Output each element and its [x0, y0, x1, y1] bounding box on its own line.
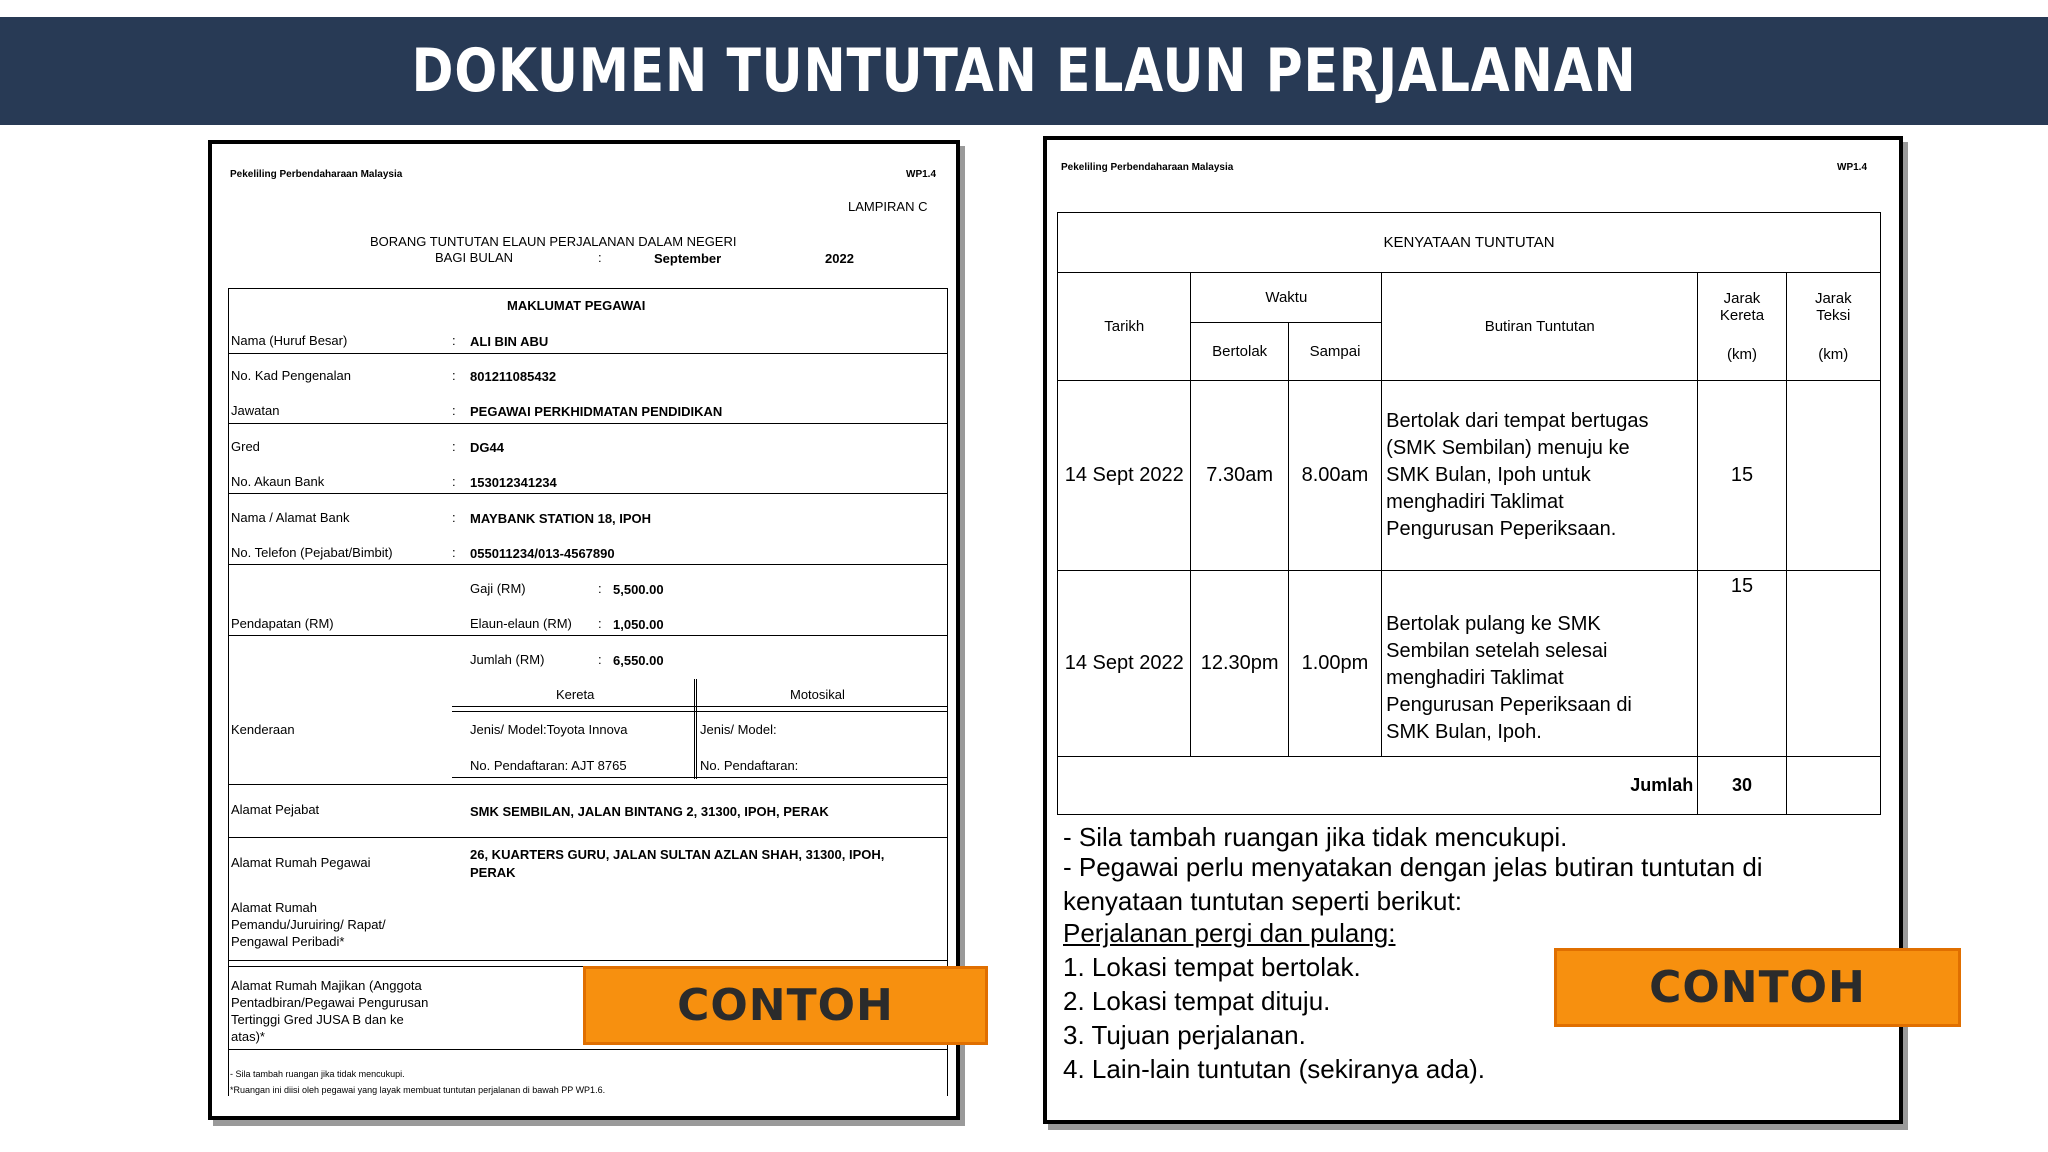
jumlah-pendapatan-value: 6,550.00: [613, 653, 664, 668]
kenderaan-label: Kenderaan: [231, 722, 295, 737]
row-description-line: SMK Bulan, Ipoh.: [1386, 721, 1542, 743]
jumlah-pendapatan-label: Jumlah (RM): [470, 652, 545, 667]
note-line: 2. Lokasi tempat dituju.: [1063, 986, 1331, 1016]
row-km-kereta: 15: [1698, 571, 1786, 757]
alamat-rumah-value: 26, KUARTERS GURU, JALAN SULTAN AZLAN SHAH, 31300, IPOH,: [470, 847, 885, 862]
kad-pengenalan-label: No. Kad Pengenalan: [231, 368, 351, 383]
row-description: [1382, 571, 1698, 757]
table-row: [1058, 571, 1881, 757]
row-date: 14 Sept 2022: [1058, 381, 1191, 571]
col-waktu: Waktu: [1191, 273, 1382, 323]
alamat-pemandu-label: Pemandu/Juruiring/ Rapat/: [231, 917, 386, 932]
nama-label: Nama (Huruf Besar): [231, 333, 348, 348]
alamat-rumah-value: PERAK: [470, 865, 516, 880]
row-description-line: (SMK Sembilan) menuju ke: [1386, 437, 1630, 459]
contoh-stamp-right: CONTOH: [1554, 948, 1961, 1027]
nama-value: ALI BIN ABU: [470, 334, 549, 349]
row-depart: 7.30am: [1191, 381, 1288, 571]
col-sampai: Sampai: [1288, 323, 1381, 381]
contoh-stamp-left: CONTOH: [583, 966, 988, 1045]
row-description-line: Pengurusan Peperiksaan di: [1386, 694, 1632, 716]
form-rule: [228, 353, 948, 354]
col-jarak-kereta: [1698, 273, 1786, 381]
form-rule: [228, 288, 229, 1096]
colon: :: [452, 474, 456, 489]
gred-label: Gred: [231, 439, 260, 454]
alamat-pejabat-value: SMK SEMBILAN, JALAN BINTANG 2, 31300, IPOH, PERAK: [470, 804, 829, 819]
colon: :: [452, 403, 456, 418]
row-description-line: SMK Bulan, Ipoh untuk: [1386, 464, 1591, 486]
row-arrive: 1.00pm: [1288, 571, 1381, 757]
statement-table: [1057, 212, 1881, 815]
pendapatan-label: Pendapatan (RM): [231, 616, 334, 631]
row-description-line: menghadiri Taklimat: [1386, 491, 1564, 513]
col-jarak-teksi-line2: Teksi: [1816, 307, 1851, 324]
motosikal-no-pendaftaran: No. Pendaftaran:: [700, 758, 799, 773]
statement-header-right: WP1.4: [1837, 162, 1868, 173]
form-header-left: Pekeliling Perbendaharaan Malaysia: [230, 169, 403, 180]
col-butiran: Butiran Tuntutan: [1382, 273, 1698, 381]
form-rule: [452, 706, 948, 707]
motosikal-heading: Motosikal: [790, 687, 845, 702]
form-rule: [696, 679, 697, 779]
alamat-pemandu-label: Pengawal Peribadi*: [231, 934, 345, 949]
form-rule: [452, 711, 948, 712]
lampiran-label: LAMPIRAN C: [848, 199, 928, 214]
form-rule: [228, 564, 948, 565]
col-jarak-kereta-line1: Jarak: [1723, 290, 1761, 307]
note-line: 3. Tujuan perjalanan.: [1063, 1020, 1306, 1050]
bagi-bulan-colon: :: [598, 250, 602, 265]
col-bertolak: Bertolak: [1191, 323, 1288, 381]
col-jarak-teksi-unit: (km): [1818, 346, 1849, 363]
colon: :: [598, 581, 602, 596]
row-description: [1382, 381, 1698, 571]
telefon-label: No. Telefon (Pejabat/Bimbit): [231, 545, 393, 560]
bank-value: MAYBANK STATION 18, IPOH: [470, 511, 652, 526]
maklumat-pegawai-heading: MAKLUMAT PEGAWAI: [507, 298, 646, 313]
jawatan-value: PEGAWAI PERKHIDMATAN PENDIDIKAN: [470, 404, 723, 419]
motosikal-jenis: Jenis/ Model:: [700, 722, 777, 737]
col-jarak-teksi-line1: Jarak: [1814, 290, 1852, 307]
row-date: 14 Sept 2022: [1058, 571, 1191, 757]
row-description-line: Bertolak pulang ke SMK: [1386, 613, 1601, 635]
kereta-jenis: Jenis/ Model:Toyota Innova: [470, 722, 628, 737]
telefon-value: 055011234/013-4567890: [470, 546, 615, 561]
jumlah-label: Jumlah: [1058, 757, 1698, 815]
row-description-line: menghadiri Taklimat: [1386, 667, 1564, 689]
colon: :: [452, 510, 456, 525]
elaun-label: Elaun-elaun (RM): [470, 616, 572, 631]
note-subheading: Perjalanan pergi dan pulang:: [1063, 918, 1396, 948]
title-banner: [0, 17, 2048, 125]
jumlah-teksi: [1786, 757, 1880, 815]
akaun-bank-label: No. Akaun Bank: [231, 474, 325, 489]
row-km-kereta: 15: [1698, 381, 1786, 571]
form-rule: [228, 288, 948, 289]
col-tarikh: Tarikh: [1058, 273, 1191, 381]
row-km-teksi: [1786, 571, 1880, 757]
alamat-majikan-label: Tertinggi Gred JUSA B dan ke: [231, 1012, 404, 1027]
form-rule: [228, 837, 948, 838]
col-jarak-kereta-line2: Kereta: [1719, 307, 1765, 324]
row-depart: 12.30pm: [1191, 571, 1288, 757]
row-arrive: 8.00am: [1288, 381, 1381, 571]
form-rule: [694, 679, 695, 779]
kereta-heading: Kereta: [556, 687, 595, 702]
colon: :: [452, 545, 456, 560]
form-title: BORANG TUNTUTAN ELAUN PERJALANAN DALAM NEGERI: [370, 234, 737, 249]
bank-label: Nama / Alamat Bank: [231, 510, 350, 525]
kereta-no-pendaftaran: No. Pendaftaran: AJT 8765: [470, 758, 627, 773]
alamat-majikan-label: atas)*: [231, 1029, 265, 1044]
note-line: - Pegawai perlu menyatakan dengan jelas butiran tuntutan di: [1063, 852, 1763, 882]
alamat-rumah-label: Alamat Rumah Pegawai: [231, 855, 371, 870]
note-line: kenyataan tuntutan seperti berikut:: [1063, 886, 1462, 916]
gaji-label: Gaji (RM): [470, 581, 526, 596]
akaun-bank-value: 153012341234: [470, 475, 557, 490]
alamat-pejabat-label: Alamat Pejabat: [231, 802, 320, 817]
note-line: 1. Lokasi tempat bertolak.: [1063, 952, 1361, 982]
alamat-majikan-label: Pentadbiran/Pegawai Pengurusan: [231, 995, 429, 1010]
col-jarak-kereta-unit: (km): [1726, 346, 1757, 363]
table-row: [1058, 381, 1881, 571]
form-year: 2022: [825, 251, 854, 266]
colon: :: [452, 439, 456, 454]
alamat-pemandu-label: Alamat Rumah: [231, 900, 317, 915]
row-description-line: Sembilan setelah selesai: [1386, 640, 1608, 662]
statement-title: KENYATAAN TUNTUTAN: [1058, 213, 1881, 273]
form-rule: [228, 1049, 948, 1050]
row-km-teksi: [1786, 381, 1880, 571]
row-description-line: Bertolak dari tempat bertugas: [1386, 410, 1649, 432]
colon: :: [598, 616, 602, 631]
colon: :: [598, 652, 602, 667]
form-rule: [452, 777, 948, 778]
note-line: - Sila tambah ruangan jika tidak mencukupi.: [1063, 822, 1568, 852]
bagi-bulan-label: BAGI BULAN: [435, 250, 514, 265]
kad-pengenalan-value: 801211085432: [470, 369, 557, 384]
elaun-value: 1,050.00: [613, 617, 664, 632]
form-month: September: [654, 251, 722, 266]
form-footnote: - Sila tambah ruangan jika tidak mencukupi.: [230, 1069, 405, 1079]
form-header-right: WP1.4: [906, 169, 937, 180]
note-line: 4. Lain-lain tuntutan (sekiranya ada).: [1063, 1054, 1486, 1084]
row-description-line: Pengurusan Peperiksaan.: [1386, 518, 1617, 540]
statement-header-left: Pekeliling Perbendaharaan Malaysia: [1061, 162, 1234, 173]
gred-value: DG44: [470, 440, 504, 455]
form-rule: [228, 423, 948, 424]
form-rule: [228, 784, 948, 785]
form-rule: [228, 493, 948, 494]
gaji-value: 5,500.00: [613, 582, 664, 597]
alamat-majikan-label: Alamat Rumah Majikan (Anggota: [231, 978, 422, 993]
jawatan-label: Jawatan: [231, 403, 280, 418]
form-rule: [228, 960, 948, 961]
colon: :: [452, 368, 456, 383]
form-rule: [228, 635, 948, 636]
col-jarak-teksi: [1786, 273, 1880, 381]
page-title: DOKUMEN TUNTUTAN ELAUN PERJALANAN: [411, 36, 1637, 106]
form-footnote: *Ruangan ini diisi oleh pegawai yang layak membuat tuntutan perjalanan di bawah PP WP1.6.: [230, 1085, 606, 1095]
colon: :: [452, 333, 456, 348]
jumlah-value: 30: [1698, 757, 1786, 815]
